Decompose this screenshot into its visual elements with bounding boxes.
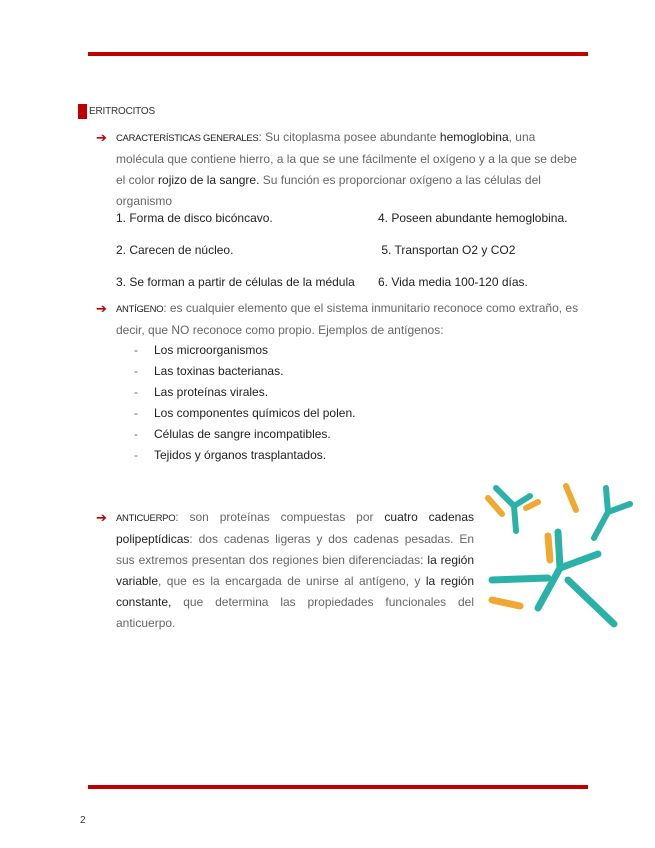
text-run: : es cualquier elemento que el sistema inmunitario reconoce como extraño, es decir, que NO reconoce como propio. Ejemplos de antígenos: xyxy=(116,301,579,337)
features-grid xyxy=(116,202,586,298)
list-item: - Células de sangre incompatibles. xyxy=(134,424,355,445)
caracteristicas-term: CARACTERÍSTICAS GENERALES xyxy=(116,133,259,144)
top-rule xyxy=(88,52,588,56)
bottom-rule xyxy=(88,785,588,789)
list-item-text: Tejidos y órganos trasplantados. xyxy=(154,448,327,462)
text-run: : Su citoplasma posee abundante xyxy=(258,130,440,144)
features-row xyxy=(116,266,586,298)
feature-item: 2. Carecen de núcleo. xyxy=(116,243,234,257)
highlight-region-variable: la región variable xyxy=(116,553,475,588)
list-item-text: Los microorganismos xyxy=(154,343,269,357)
text-run: que determina las propiedades funcionales del anticuerpo. xyxy=(116,595,474,630)
list-item: - Los componentes químicos del polen. xyxy=(134,403,355,424)
list-item-text: Los componentes químicos del polen. xyxy=(154,406,356,420)
features-row xyxy=(116,234,586,266)
highlight-rojizo: rojizo de la sangre. xyxy=(158,173,260,187)
list-item: - Las toxinas bacterianas. xyxy=(134,361,355,382)
bullet-caracteristicas xyxy=(96,127,586,212)
arrow-icon: ➔ xyxy=(96,510,107,525)
text-run: , que es la encargada de unirse al antígeno, y xyxy=(158,574,426,588)
bullet-anticuerpo xyxy=(96,507,474,634)
feature-item: 5. Transportan O2 y CO2 xyxy=(378,243,516,257)
text-run: , una molécula que contiene hierro, a la que se une fácilmente el oxígeno y a la que se debe el color xyxy=(116,130,577,187)
feature-item: 6. Vida media 100-120 días. xyxy=(378,275,528,289)
arrow-icon: ➔ xyxy=(96,130,107,145)
bullet-antigeno xyxy=(96,298,586,341)
feature-item: 3. Se forman a partir de células de la médula xyxy=(116,275,355,289)
arrow-icon: ➔ xyxy=(96,301,107,316)
features-row xyxy=(116,202,586,234)
highlight-cadenas: cuatro cadenas polipeptídicas xyxy=(116,510,474,546)
highlight-region-constante: la región constante, xyxy=(116,574,475,609)
list-item: - Las proteínas virales. xyxy=(134,382,355,403)
highlight-hemoglobina: hemoglobina xyxy=(439,130,509,144)
text-run: : son proteínas compuestas por xyxy=(175,510,385,524)
section-heading xyxy=(78,104,155,119)
list-item: - Tejidos y órganos trasplantados. xyxy=(134,445,355,466)
section-marker xyxy=(78,104,87,119)
list-item-text: Las proteínas virales. xyxy=(154,385,269,399)
section-title: ERITROCITOS xyxy=(89,106,155,117)
feature-item: 1. Forma de disco bicóncavo. xyxy=(116,211,273,225)
anticuerpo-term: ANTICUERPO xyxy=(116,513,176,524)
page-number: 2 xyxy=(80,815,86,826)
caracteristicas-paragraph xyxy=(116,127,586,212)
antigen-examples-list xyxy=(134,340,355,466)
list-item-text: Las toxinas bacterianas. xyxy=(154,364,284,378)
anticuerpo-paragraph xyxy=(116,507,474,634)
list-item: - Los microorganismos xyxy=(134,340,355,361)
feature-item: 4. Poseen abundante hemoglobina. xyxy=(378,211,568,225)
text-run: : dos cadenas ligeras y dos cadenas pesadas. En sus extremos presentan dos regiones bien diferenciadas: xyxy=(116,532,474,567)
antigeno-paragraph xyxy=(116,298,586,341)
list-item-text: Células de sangre incompatibles. xyxy=(154,427,331,441)
antibody-icon xyxy=(478,476,643,636)
antigeno-term: ANTÍGENO xyxy=(116,304,164,315)
text-run: Su función es proporcionar oxígeno a las células del organismo xyxy=(116,173,541,208)
